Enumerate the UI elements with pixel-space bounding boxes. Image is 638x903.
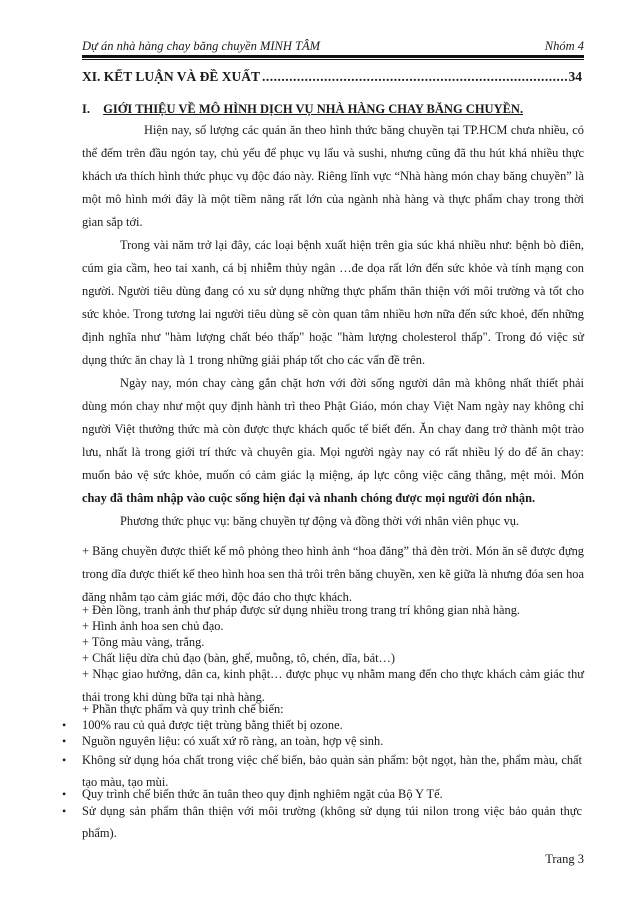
bullet-text: Nguồn nguyên liệu: có xuất xứ rõ ràng, an toàn, hợp vệ sinh.: [82, 734, 384, 748]
header-rule-thick: [82, 55, 584, 58]
paragraph-trend-text: Ngày nay, món chay càng gắn chặt hơn với đời sống người dân mà không nhất thiết phải dùng món chay như một quy định hành trì theo Phật Giáo, món chay Việt Nam ngày nay không chỉ người Việt thưởng thức mà còn được thực khách quốc tế biết đến. Ăn chay đang trở thành một trào lưu, nhất là trong giới trí thức và chuyên gia. Mọi người ngày nay có rất nhiều lý do để ăn chay: muốn bảo vệ sức khỏe, muốn có cảm giác lạ miệng, áp lực công việc căng thẳng, mệt mỏi. Món: [82, 376, 584, 482]
bullet-text: Không sử dụng hóa chất trong việc chế biến, bảo quản sản phẩm: bột ngọt, hàn the, phẩm màu, chất tạo màu, tạo mùi.: [82, 753, 582, 789]
paragraph-service: Phương thức phục vụ: băng chuyền tự động và đồng thời với nhân viên phục vụ.: [120, 514, 520, 528]
paragraph-trend-bold: chay đã thâm nhập vào cuộc sống hiện đại và nhanh chóng được mọi người đón nhận.: [82, 491, 536, 505]
section-heading: [82, 102, 523, 117]
bullet-text: Sử dụng sản phẩm thân thiện với môi trường (không sử dụng túi nilon trong việc bảo quản thực phẩm).: [82, 804, 582, 840]
paragraph-intro: Hiện nay, số lượng các quán ăn theo hình thức băng chuyền tại TP.HCM chưa nhiều, có thể đếm trên đầu ngón tay, chủ yếu để phục vụ lẩu và sushi, nhưng cũng đã thu hút khá nhiều thực khách ưa thích hình thức phục vụ độc đáo này. Riêng lĩnh vực “Nhà hàng món chay băng chuyền” là một mô hình mới đây là một tiềm năng rất lớn của ngành nhà hàng và thực phẩm chay trong thời gian sắp tới.: [82, 123, 584, 229]
plus-item: + Băng chuyền được thiết kế mô phỏng theo hình ảnh “hoa đăng” thả đèn trời. Món ăn sẽ được đựng trong dĩa được thiết kế theo hình hoa sen thả trôi trên băng chuyền, xen kẽ giữa là nhưng đóa sen hoa đăng nhằm tạo cảm giác mới, độc đáo cho thực khách.: [82, 544, 584, 604]
toc-entry-page: 34: [568, 69, 582, 84]
plus-item: + Tông màu vàng, trắng.: [82, 635, 205, 649]
toc-entry-title: XI. KẾT LUẬN VÀ ĐỀ XUẤT: [82, 69, 261, 84]
header-rule-thin: [82, 59, 584, 60]
page-number: Trang 3: [545, 852, 584, 866]
bullet-text: Quy trình chế biến thức ăn tuân theo quy định nghiêm ngặt của Bộ Y Tế.: [82, 787, 443, 801]
bullet-glyph: •: [62, 787, 67, 801]
bullet-glyph: •: [62, 753, 67, 767]
plus-item: + Chất liệu dừa chủ đạo (bàn, ghế, muỗng, tô, chén, dĩa, bát…): [82, 651, 396, 665]
bullet-glyph: •: [62, 734, 67, 748]
paragraph-trend: [82, 372, 584, 510]
section-number: I.: [82, 102, 90, 116]
bullet-glyph: •: [62, 718, 67, 732]
body-text: [82, 119, 584, 533]
bullet-glyph: •: [62, 804, 67, 818]
section-title: GIỚI THIỆU VỀ MÔ HÌNH DỊCH VỤ NHÀ HÀNG CHAY BĂNG CHUYỀN.: [103, 102, 524, 116]
plus-item: + Đèn lồng, tranh ảnh thư pháp được sử dụng nhiều trong trang trí không gian nhà hàng.: [82, 603, 521, 617]
plus-item: + Phần thực phẩm và quy trình chế biến:: [82, 702, 284, 716]
toc-leader-dots: [262, 69, 566, 85]
paragraph-health: Trong vài năm trở lại đây, các loại bệnh xuất hiện trên gia súc khá nhiều như: bệnh bò điên, cúm gia cầm, heo tai xanh, cá bị nhiễm thủy ngân …đe dọa rất lớn đến sức khỏe và tính mạng con người. Người tiêu dùng đang có xu sử dụng những thực phẩm thân thiện với môi trường và tốt cho sức khỏe. Trong tương lai người tiêu dùng sẽ còn quan tâm nhiều hơn nữa đến sức khoẻ, đến những định nghĩa như "hàm lượng chất béo thấp" hoặc "hàm lượng cholesterol thấp". Trong đó việc sử dụng thức ăn chay là 1 trong những giải pháp tốt cho các vấn đề trên.: [82, 238, 584, 367]
plus-item: + Nhạc giao hưởng, dân ca, kinh phật… được phục vụ nhằm mang đến cho thực khách cảm giác thư thái trong khi dùng bữa tại nhà hàng.: [82, 667, 584, 704]
plus-item: + Hình ảnh hoa sen chủ đạo.: [82, 619, 224, 633]
bullet-text: 100% rau củ quả được tiệt trùng bằng thiết bị ozone.: [82, 718, 343, 732]
header-group-name: Nhóm 4: [544, 39, 584, 53]
toc-entry[interactable]: [82, 69, 582, 85]
header-project-title: Dự án nhà hàng chay băng chuyền MINH TÂM: [82, 39, 321, 53]
